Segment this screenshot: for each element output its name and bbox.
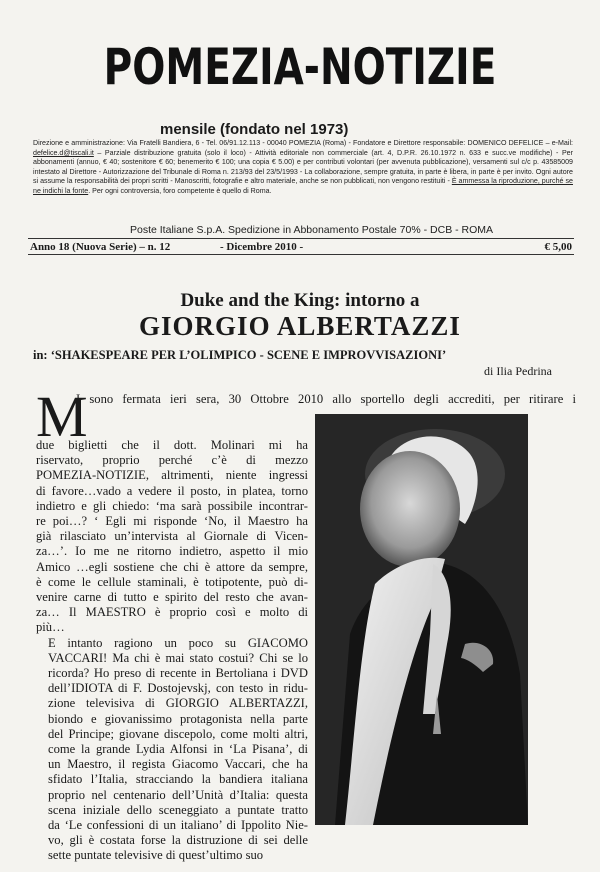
body-line: biondo e giovanissimo protagonista nella parte	[48, 711, 308, 726]
body-line: da ‘Le confessioni di un italiano’ di Ippolito Nie-	[48, 818, 308, 833]
body-line: ricorda? Ho preso di recente in Bertoliana i DVD	[48, 666, 308, 681]
portrait-illustration	[315, 414, 528, 825]
body-line: indietro e gli chiedo: ‘ma sarà possibile incontrar-	[36, 498, 308, 513]
body-line: VACCARI! Ma chi è mai stato costui? Chi se lo	[48, 650, 308, 665]
issue-date: - Dicembre 2010 -	[220, 241, 304, 253]
article-headline: GIORGIO ALBERTAZZI	[139, 311, 461, 341]
imprint-reproduction-note: È ammessa la riproduzione, purché se ne indichi la fonte	[33, 177, 573, 195]
body-line: za… Il MAESTRO è proprio così e molto di	[36, 605, 308, 620]
issue-number: Anno 18 (Nuova Serie) – n. 12	[30, 241, 171, 253]
body-line: POMEZIA-NOTIZIE, altrimenti, niente ingressi	[36, 468, 308, 483]
body-line: come la grande Lydia Alfonsi in ‘La Pisana’, di	[48, 742, 308, 757]
body-line: è come le cellule staminali, è totipotente, può di-	[36, 574, 308, 589]
issue-rule-top	[28, 238, 574, 239]
body-line: vo, gli è costata forse la distruzione di sei delle	[48, 833, 308, 848]
drop-cap: M	[36, 384, 88, 449]
body-line: di favore…vado a vedere il posto, in platea, torno	[36, 483, 308, 498]
body-line: E intanto ragiono un poco su GIACOMO	[48, 635, 308, 650]
body-line: un Maestro, il regista Giacomo Vaccari, che ha	[48, 757, 308, 772]
issue-rule-bottom	[28, 254, 574, 255]
article-body-column	[36, 438, 308, 864]
first-line-text: I sono fermata ieri sera, 30 Ottobre 2010 allo sportello degli accrediti, per ritirare i	[76, 392, 576, 406]
body-line: sette puntate televisive di quest’ultimo suo	[48, 848, 264, 863]
body-line: sfidato l’Italia, stracciando la bandiera italiana	[48, 772, 308, 787]
body-line: Amico …egli sostiene che chi è attore da sempre,	[36, 559, 308, 574]
imprint-part-a: Direzione e amministrazione: Via Fratelli Bandiera, 6 - Tel. 06/91.12.113 - 00040 POMEZIA (Roma) - Fondatore e Direttore responsabile: DOMENICO DEFELICE – e-Mail:	[33, 139, 573, 147]
masthead-title: POMEZIA-NOTIZIE	[103, 38, 497, 96]
body-line: del Principe; giovane discepolo, come molti altri,	[48, 726, 308, 741]
imprint-text	[33, 139, 573, 197]
body-line: riservato, proprio perché c’è di mezzo	[36, 453, 308, 468]
body-line: proprio nel centenario dell’Unità d’Italia: questa	[48, 787, 308, 802]
article-source-title: in: ‘SHAKESPEARE PER L’OLIMPICO - SCENE E IMPROVVISAZIONI’	[33, 348, 447, 362]
paragraph-2	[36, 636, 308, 864]
body-line: zione televisiva di GIORGIO ALBERTAZZI,	[48, 696, 308, 711]
postal-notice: Poste Italiane S.p.A. Spedizione in Abbonamento Postale 70% - DCB - ROMA	[130, 224, 494, 236]
masthead-subtitle: mensile (fondato nel 1973)	[160, 121, 349, 138]
imprint-email-link[interactable]: defelice.d@tiscali.it	[33, 148, 94, 157]
body-line: za…’. Io me ne ritorno indietro, aspetto il mio	[36, 544, 308, 559]
body-line: re poi…? ‘ Egli mi risponde ‘No, il Maestro ha	[36, 514, 308, 529]
body-line: più…	[36, 620, 65, 635]
article-byline: di Ilia Pedrina	[484, 364, 552, 378]
paragraph-1	[36, 438, 308, 636]
article-kicker: Duke and the King: intorno a	[180, 290, 420, 311]
body-line: dell’IDIOTA di F. Dostojevskj, con testo in ridu-	[48, 681, 308, 696]
photo-giorgio-albertazzi	[315, 414, 528, 825]
issue-price: € 5,00	[544, 241, 572, 253]
body-line: due biglietti che il dott. Molinari mi ha	[36, 438, 308, 452]
body-line: venire carne di tutto e spirito del resto che avan-	[36, 590, 308, 605]
imprint-part-b: – Parziale distribuzione gratuita (solo il loco) - Attività editoriale non commerciale (art. 4, D.P.R. 26.10.1972 n. 633 e succ.ve modifiche) - Per abbonamenti (annuo, € 40; sostenitore € 60; benemerito € 100; una copia € 5.00) e per contributi volontari (per avvenuta pubblicazione), versamenti sul c/c p. 43585009 intestato al Direttore - Autorizzazione del Tribunale di Roma n. 213/93 del 23/5/1993 - La collaborazione, sempre gratuita, in parte è libera, in parte è per invito. Ogni autore si assume la responsabilità dei propri scritti - Manoscritti, fotografie e altro materiale, anche se non pubblicati, non vengono restituiti -	[33, 148, 573, 186]
body-line: scena iniziale dello sceneggiato a puntate tratto	[48, 802, 308, 817]
body-line: già rilasciato un’intervista al Giornale di Vicen-	[36, 529, 308, 544]
issue-bar	[30, 241, 572, 253]
imprint-part-c: . Per ogni controversia, foro competente è quello di Roma.	[88, 186, 272, 195]
article-first-line	[36, 392, 576, 407]
